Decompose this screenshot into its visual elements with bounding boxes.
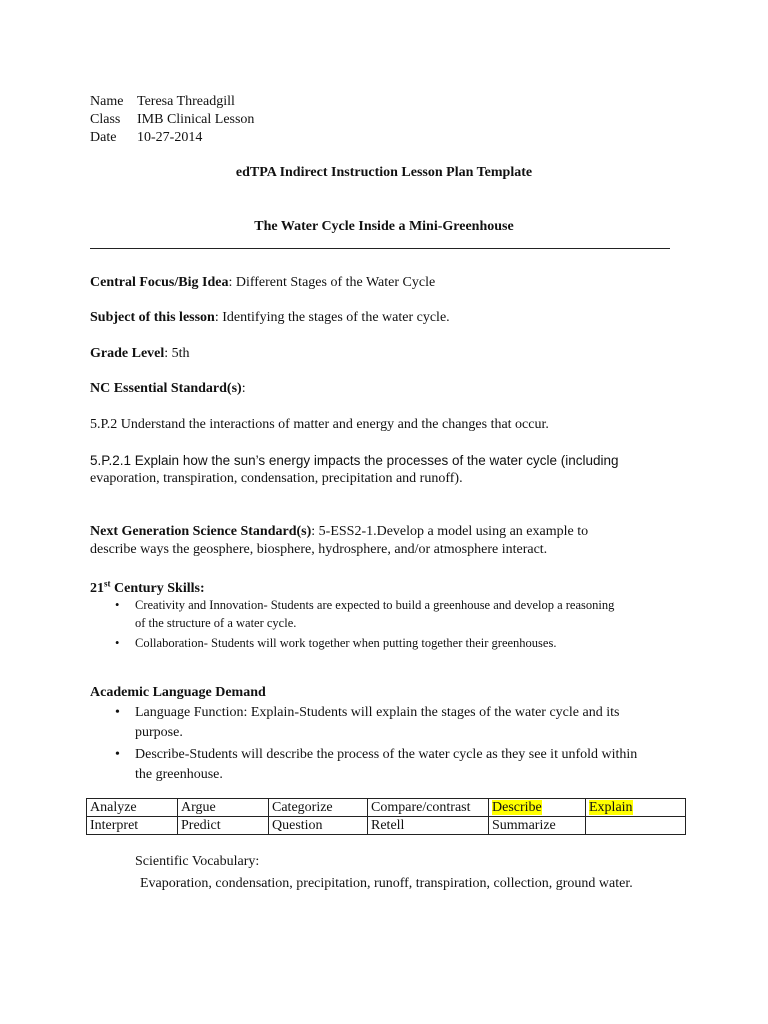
nc-standard xyxy=(90,380,690,398)
table-cell: Question xyxy=(269,817,368,835)
nc-standard-label: NC Essential Standard(s) xyxy=(90,381,242,396)
table-cell xyxy=(586,817,686,835)
table-cell: Interpret xyxy=(87,817,178,835)
academic-1-line2: purpose. xyxy=(135,725,183,740)
name-row xyxy=(90,94,235,110)
table-cell-highlighted xyxy=(586,799,686,817)
academic-heading: Academic Language Demand xyxy=(90,685,266,700)
ngss-label: Next Generation Science Standard(s) xyxy=(90,524,312,539)
table-row xyxy=(87,799,686,817)
standard-2 xyxy=(90,452,690,488)
academic-1-line1: • Language Function: Explain-Students will explain the stages of the water cycle and its xyxy=(135,705,620,720)
skill-1-line1: • Creativity and Innovation- Students are expected to build a greenhouse and develop a reasoning xyxy=(135,598,615,612)
standard-1: 5.P.2 Understand the interactions of matter and energy and the changes that occur. xyxy=(90,417,549,432)
table-cell: Predict xyxy=(178,817,269,835)
ngss xyxy=(90,523,690,559)
nc-standard-value: : xyxy=(241,381,246,396)
skills-heading-sup: st xyxy=(104,578,111,588)
vocab-heading: Scientific Vocabulary: xyxy=(135,854,260,869)
class-row xyxy=(90,112,254,128)
highlighted-text: Explain xyxy=(589,800,633,815)
skills-heading-rest: Century Skills: xyxy=(110,580,205,596)
template-title: edTPA Indirect Instruction Lesson Plan Template xyxy=(235,165,533,180)
standard-2-line1: 5.P.2.1 Explain how the sun’s energy impacts the processes of the water cycle (including xyxy=(90,453,619,468)
class-label: Class xyxy=(90,112,121,127)
central-focus xyxy=(90,274,690,292)
central-focus-value: : Different Stages of the Water Cycle xyxy=(228,275,436,290)
academic-2-line1: • Describe-Students will describe the process of the water cycle as they see it unfold within xyxy=(135,747,638,762)
date-value: 10-27-2014 xyxy=(137,130,203,145)
table-row xyxy=(87,817,686,835)
grade-level xyxy=(90,345,690,363)
list-item xyxy=(115,634,695,652)
title-divider xyxy=(90,248,670,249)
table-cell: Retell xyxy=(368,817,489,835)
table-cell: Summarize xyxy=(489,817,586,835)
grade-value: : 5th xyxy=(164,346,190,361)
standard-2-line2: evaporation, transpiration, condensation, precipitation and runoff). xyxy=(90,471,463,486)
subject-value: : Identifying the stages of the water cycle. xyxy=(214,310,450,325)
academic-2-line2: the greenhouse. xyxy=(135,767,223,782)
subject-label: Subject of this lesson xyxy=(90,310,215,325)
language-function-table xyxy=(86,798,686,835)
class-value: IMB Clinical Lesson xyxy=(137,112,255,127)
name-label: Name xyxy=(90,94,124,109)
table-cell: Analyze xyxy=(87,799,178,817)
skill-2-line1: • Collaboration- Students will work together when putting together their greenhouses. xyxy=(135,636,557,650)
ngss-value-line2: describe ways the geosphere, biosphere, hydrosphere, and/or atmosphere interact. xyxy=(90,542,548,557)
ngss-value-line1: : 5-ESS2-1.Develop a model using an example to xyxy=(311,524,589,539)
highlighted-text: Describe xyxy=(492,800,542,815)
vocab-terms: Evaporation, condensation, precipitation, runoff, transpiration, collection, ground water. xyxy=(140,876,633,891)
date-label: Date xyxy=(90,130,117,145)
list-item xyxy=(115,596,695,632)
table-cell: Argue xyxy=(178,799,269,817)
lesson-title: The Water Cycle Inside a Mini-Greenhouse xyxy=(254,219,514,234)
list-item xyxy=(115,745,695,785)
table-cell-highlighted xyxy=(489,799,586,817)
list-item xyxy=(115,703,695,743)
date-row xyxy=(90,130,202,146)
skill-1-line2: of the structure of a water cycle. xyxy=(135,616,297,630)
grade-label: Grade Level xyxy=(90,346,165,361)
name-value: Teresa Threadgill xyxy=(137,94,235,109)
academic-list xyxy=(115,703,695,785)
table-cell: Compare/contrast xyxy=(368,799,489,817)
skills-heading-num: 21 xyxy=(90,580,104,596)
subject xyxy=(90,309,690,327)
central-focus-label: Central Focus/Big Idea xyxy=(90,275,229,290)
skills-list xyxy=(115,596,695,652)
skills-heading xyxy=(90,574,690,598)
table-cell: Categorize xyxy=(269,799,368,817)
